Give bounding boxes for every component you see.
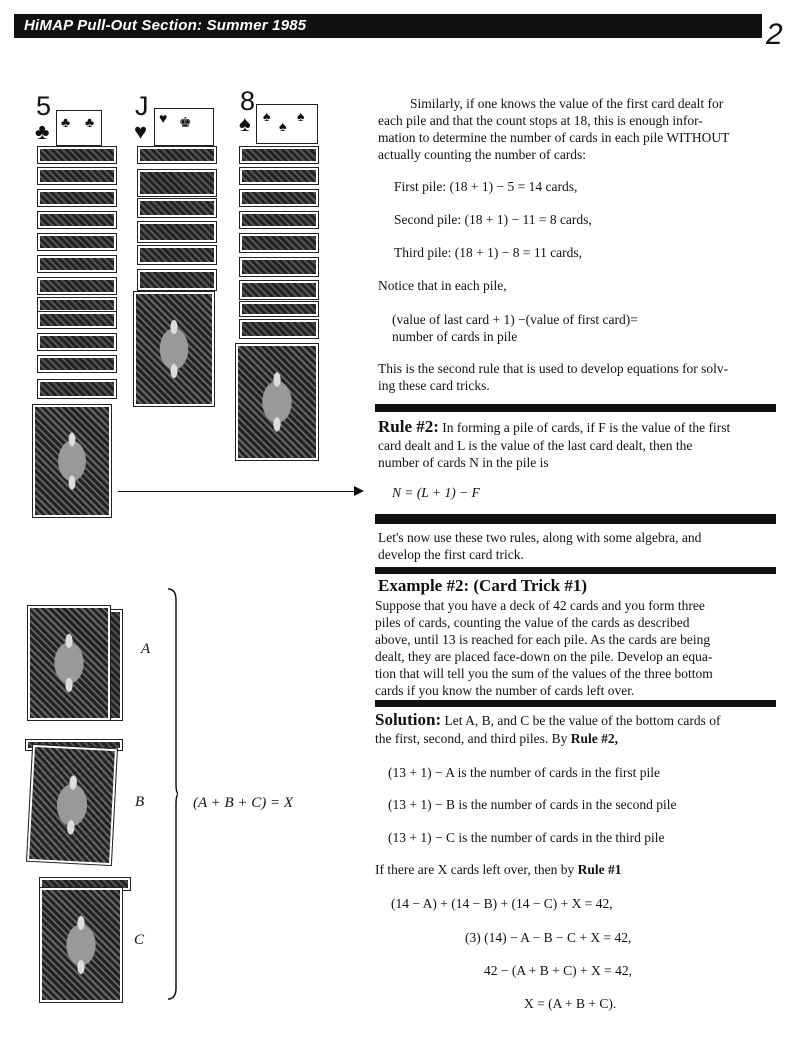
paragraph-line: ing these card tricks. bbox=[378, 378, 490, 393]
solution-text: Let A, B, and C be the value of the bottom cards of bbox=[444, 713, 721, 728]
card-back bbox=[240, 234, 318, 252]
pile-count-a: (13 + 1) − A is the number of cards in the first pile bbox=[388, 765, 661, 780]
equation-line: X = (A + B + C). bbox=[524, 996, 617, 1011]
divider-bar bbox=[375, 404, 776, 412]
card-back-bottom bbox=[28, 606, 110, 720]
paragraph-line: actually counting the number of cards: bbox=[378, 147, 587, 162]
pile-label-a: A bbox=[141, 641, 151, 657]
paragraph-line: develop the first card trick. bbox=[378, 547, 524, 562]
card-rank: J bbox=[135, 91, 149, 121]
card-back bbox=[38, 190, 116, 206]
heart-icon: ♥ bbox=[134, 119, 148, 144]
card-back-bottom bbox=[40, 888, 122, 1002]
paragraph-line: piles of cards, counting the value of the cards as described bbox=[375, 615, 690, 630]
card-rank: 8 bbox=[240, 86, 256, 116]
pile-count-c: (13 + 1) − C is the number of cards in the third pile bbox=[388, 830, 665, 845]
card-face: ♠ ♠ ♠ bbox=[256, 104, 318, 144]
card-back bbox=[38, 256, 116, 272]
brace bbox=[166, 588, 178, 1000]
card-back bbox=[138, 199, 216, 217]
card-back-bottom bbox=[236, 344, 318, 460]
header-bar bbox=[14, 14, 762, 38]
rule2-text: In forming a pile of cards, if F is the value of the first bbox=[442, 420, 731, 435]
equation-line: (14 − A) + (14 − B) + (14 − C) + X = 42, bbox=[391, 896, 613, 911]
card-back bbox=[38, 356, 116, 372]
card-back-bottom bbox=[33, 405, 111, 517]
card-back bbox=[38, 234, 116, 250]
paragraph-line: Notice that in each pile, bbox=[378, 278, 507, 293]
paragraph-line: cards if you know the number of cards left over. bbox=[375, 683, 635, 698]
arrow-line bbox=[118, 491, 358, 492]
solution-text: the first, second, and third piles. By bbox=[375, 731, 571, 746]
card-back-bottom bbox=[134, 292, 214, 406]
card-back bbox=[240, 190, 318, 206]
divider-bar bbox=[375, 514, 776, 524]
card-back bbox=[240, 281, 318, 299]
paragraph-line: This is the second rule that is used to develop equations for solv- bbox=[378, 361, 729, 376]
rule-reference: Rule #2, bbox=[570, 731, 618, 746]
pile-calc-second: Second pile: (18 + 1) − 11 = 8 cards, bbox=[394, 212, 592, 227]
card-back bbox=[38, 278, 116, 294]
formula-line: number of cards in pile bbox=[392, 329, 518, 344]
card-face: ♣ ♣ bbox=[56, 110, 102, 146]
card-back bbox=[38, 147, 116, 163]
paragraph-line: dealt, they are placed face-down on the pile. Develop an equa- bbox=[375, 649, 713, 664]
card-back bbox=[138, 170, 216, 196]
rule2-line-1 bbox=[378, 418, 776, 436]
paragraph-line: card dealt and L is the value of the last card dealt, then the bbox=[378, 438, 693, 453]
card-back-edge bbox=[108, 610, 122, 720]
divider-bar bbox=[375, 700, 776, 707]
card-back bbox=[240, 258, 318, 276]
card-back bbox=[240, 302, 318, 316]
pile-label-b: B bbox=[135, 794, 145, 810]
card-back bbox=[38, 212, 116, 228]
card-back bbox=[240, 212, 318, 228]
card-back bbox=[38, 334, 116, 350]
rule2-equation: N = (L + 1) − F bbox=[392, 485, 480, 500]
paragraph-line: Let's now use these two rules, along with some algebra, and bbox=[378, 530, 702, 545]
solution-line-2 bbox=[375, 730, 618, 747]
pile-label-c: C bbox=[134, 932, 145, 948]
card-back bbox=[240, 320, 318, 338]
card-back bbox=[240, 168, 318, 184]
card-back bbox=[240, 147, 318, 163]
arrow-icon bbox=[354, 486, 364, 496]
paragraph-line: Suppose that you have a deck of 42 cards and you form three bbox=[375, 598, 705, 613]
solution-line-1 bbox=[375, 711, 720, 729]
equation-line: (3) (14) − A − B − C + X = 42, bbox=[465, 930, 632, 945]
paragraph-line: number of cards N in the pile is bbox=[378, 455, 549, 470]
card-back bbox=[38, 380, 116, 398]
pile-count-b: (13 + 1) − B is the number of cards in the second pile bbox=[388, 797, 677, 812]
paragraph-line: above, until 13 is reached for each pile. As the cards are being bbox=[375, 632, 711, 647]
paragraph-line: mation to determine the number of cards in each pile WITHOUT bbox=[378, 130, 730, 145]
card-back bbox=[138, 222, 216, 242]
club-icon: ♣ bbox=[35, 119, 50, 144]
card-back bbox=[38, 298, 116, 312]
formula-line: (value of last card + 1) −(value of first card)= bbox=[392, 312, 638, 327]
card-back bbox=[138, 270, 216, 290]
header-title: HiMAP Pull-Out Section: Summer 1985 bbox=[24, 17, 307, 34]
paragraph-line: tion that will tell you the sum of the values of the three bottom bbox=[375, 666, 713, 681]
page-number: 2 bbox=[766, 18, 783, 51]
card-back-bottom bbox=[27, 745, 117, 865]
example-heading: Example #2: (Card Trick #1) bbox=[378, 576, 588, 595]
paragraph-line: each pile and that the count stops at 18, this is enough infor- bbox=[378, 113, 703, 128]
card-back bbox=[138, 147, 216, 163]
rule2-heading: Rule #2: bbox=[378, 417, 439, 436]
solution-heading: Solution: bbox=[375, 710, 442, 729]
brace-equation: (A + B + C) = X bbox=[193, 795, 294, 811]
leftover-line bbox=[375, 861, 622, 878]
pile-calc-third: Third pile: (18 + 1) − 8 = 11 cards, bbox=[394, 245, 583, 260]
card-back bbox=[138, 246, 216, 264]
spade-icon: ♠ bbox=[239, 111, 251, 136]
paragraph-line: Similarly, if one knows the value of the first card dealt for bbox=[410, 96, 724, 111]
leftover-text: If there are X cards left over, then by bbox=[375, 862, 578, 877]
rule-reference: Rule #1 bbox=[577, 862, 622, 877]
card-back bbox=[38, 312, 116, 328]
equation-line: 42 − (A + B + C) + X = 42, bbox=[484, 963, 632, 978]
card-rank: 5 bbox=[36, 91, 52, 121]
card-face: ♥ ♚ bbox=[154, 108, 214, 146]
card-back bbox=[38, 168, 116, 184]
pile-calc-first: First pile: (18 + 1) − 5 = 14 cards, bbox=[394, 179, 578, 194]
divider-bar bbox=[375, 567, 776, 574]
